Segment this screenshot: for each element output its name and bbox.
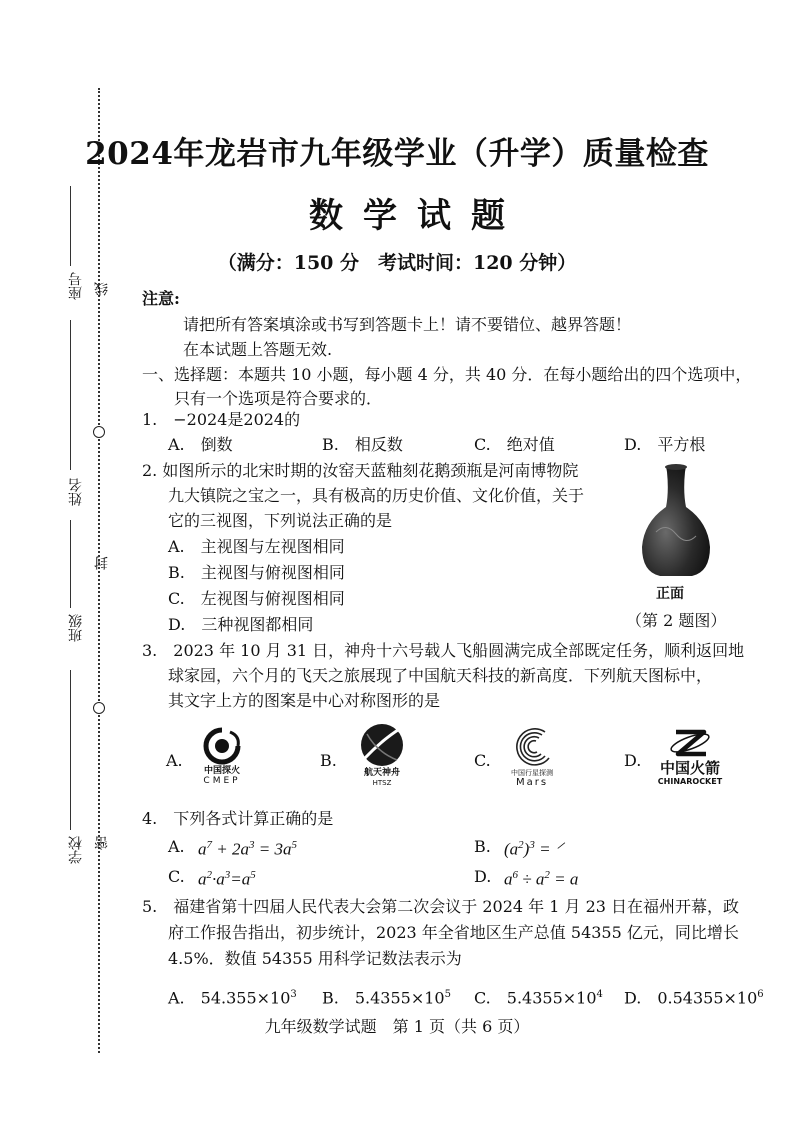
q5-option-c: C. $5.4355\times 10^4$ xyxy=(474,988,603,1008)
binding-seal-mark: 封 xyxy=(94,556,110,570)
binding-hole-circle xyxy=(93,426,105,438)
q5-line-3: 4.5%．数值 54355 用科学记数法表示为 xyxy=(168,949,462,968)
q2-option-d: D. 三种视图都相同 xyxy=(168,615,314,634)
binding-hole-circle xyxy=(93,702,105,714)
q1-option-a: A. 倒数 xyxy=(168,435,233,454)
logo-htsz-en: HTSZ xyxy=(372,779,392,787)
notice-line-1: 请把所有答案填涂或书写到答题卡上！请不要错位、越界答题！ xyxy=(183,315,632,334)
vase-front-label: 正面 xyxy=(656,586,684,602)
q3-line-2: 球家园，六个月的飞天之旅展现了中国航天科技的新高度．下列航天图标中， xyxy=(168,666,713,685)
logo-cmep xyxy=(192,726,252,786)
q4-option-a-label: A. xyxy=(168,837,185,856)
q2-option-a: A. 主视图与左视图相同 xyxy=(168,537,345,556)
q4-option-c-label: C. xyxy=(168,867,185,886)
q4-option-d-expr: $a^6 \div a^2 = a$ xyxy=(504,869,579,889)
exam-subtitle: 数学试题 xyxy=(309,196,525,236)
logo-chinarocket-cn: 中国火箭 xyxy=(659,759,720,777)
q2-option-c: C. 左视图与俯视图相同 xyxy=(168,589,345,608)
section-heading: 一、选择题：本题共 10 小题，每小题 4 分，共 40 分．在每小题给出的四个选项中， xyxy=(142,365,752,384)
q5-option-d: D. $0.54355\times 10^6$ xyxy=(624,988,764,1008)
q2-line-3: 它的三视图，下列说法正确的是 xyxy=(168,511,393,530)
q1-option-c: C. 绝对值 xyxy=(474,435,555,454)
notice-label: 注意: xyxy=(142,289,180,308)
school-label: 学校 xyxy=(68,836,84,864)
htsz-globe-icon xyxy=(357,722,407,768)
mars-arcs-icon xyxy=(509,724,555,768)
vase-figure xyxy=(636,462,716,582)
page-footer: 九年级数学试题 第 1 页（共 6 页） xyxy=(264,1017,530,1036)
logo-cmep-en: CMEP xyxy=(203,776,241,786)
q2-option-b: B. 主视图与俯视图相同 xyxy=(168,563,345,582)
q4-option-a-expr: $a^7 + 2a^3 = 3a^5$ xyxy=(198,839,297,859)
logo-cmep-cn: 中国探火 xyxy=(203,766,240,776)
binding-line-mark: 线 xyxy=(94,282,110,296)
q2-line-1: 2. 如图所示的北宋时期的汝窑天蓝釉刻花鹅颈瓶是河南博物院 xyxy=(142,461,579,480)
q5-line-2: 府工作报告指出，初步统计，2023 年全省地区生产总值 54355 亿元，同比增长 xyxy=(168,923,739,942)
q3-line-1: 3. 2023 年 10 月 31 日，神舟十六号载人飞船圆满完成全部既定任务，顺利返回地 xyxy=(142,641,745,660)
q3-option-c: C. xyxy=(474,751,491,770)
exam-info: （满分：150 分 考试时间：120 分钟） xyxy=(217,252,577,274)
q4-stem: 4. 下列各式计算正确的是 xyxy=(142,809,334,828)
q5-option-b: B. $5.4355\times 10^5$ xyxy=(322,988,451,1008)
q1-option-b: B. 相反数 xyxy=(322,435,403,454)
q3-option-a: A. xyxy=(166,751,183,770)
class-blank xyxy=(70,520,71,608)
logo-htsz-cn: 航天神舟 xyxy=(363,768,400,778)
q4-option-b-expr: $(a^2)^3$ = ⸍ xyxy=(504,839,564,859)
logo-mars-en: Mars xyxy=(515,777,549,788)
logo-chinarocket xyxy=(652,726,728,787)
logo-htsz xyxy=(350,722,414,788)
seat-number-label: 座号 xyxy=(68,272,84,300)
school-blank xyxy=(70,670,71,830)
q4-option-c-expr: $a^2\cdot a^3=a^5$ xyxy=(198,869,256,889)
logo-chinarocket-en: CHINAROCKET xyxy=(657,777,723,786)
q2-line-2: 九大镇院之宝之一，具有极高的历史价值、文化价值，关于 xyxy=(168,486,585,505)
exam-title: 2024年龙岩市九年级学业（升学）质量检查 xyxy=(85,136,709,172)
q4-option-d-label: D. xyxy=(474,867,492,886)
notice-line-2: 在本试题上答题无效. xyxy=(183,340,333,359)
binding-closed-mark: 密 xyxy=(94,836,110,850)
q3-option-d: D. xyxy=(624,751,642,770)
chinarocket-z-icon xyxy=(668,726,712,760)
cmep-emblem-icon xyxy=(200,726,244,766)
q2-figure-caption: （第 2 题图） xyxy=(626,611,727,630)
name-blank xyxy=(70,320,71,470)
section-heading-cont: 只有一个选项是符合要求的． xyxy=(174,389,383,408)
class-label: 班级 xyxy=(68,614,84,642)
q1-option-d: D. 平方根 xyxy=(624,435,706,454)
q1-stem: 1. −2024是2024的 xyxy=(142,410,301,429)
q3-option-b: B. xyxy=(320,751,337,770)
q5-option-a: A. $54.355\times 10^3$ xyxy=(168,988,297,1008)
q5-line-1: 5. 福建省第十四届人民代表大会第二次会议于 2024 年 1 月 23 日在福州开幕，政 xyxy=(142,897,740,916)
q3-line-3: 其文字上方的图案是中心对称图形的是 xyxy=(168,691,441,710)
q4-option-b-label: B. xyxy=(474,837,491,856)
logo-mars-cn: 中国行星探测 xyxy=(511,769,553,777)
name-label: 姓名 xyxy=(68,478,84,506)
logo-mars xyxy=(500,724,564,788)
